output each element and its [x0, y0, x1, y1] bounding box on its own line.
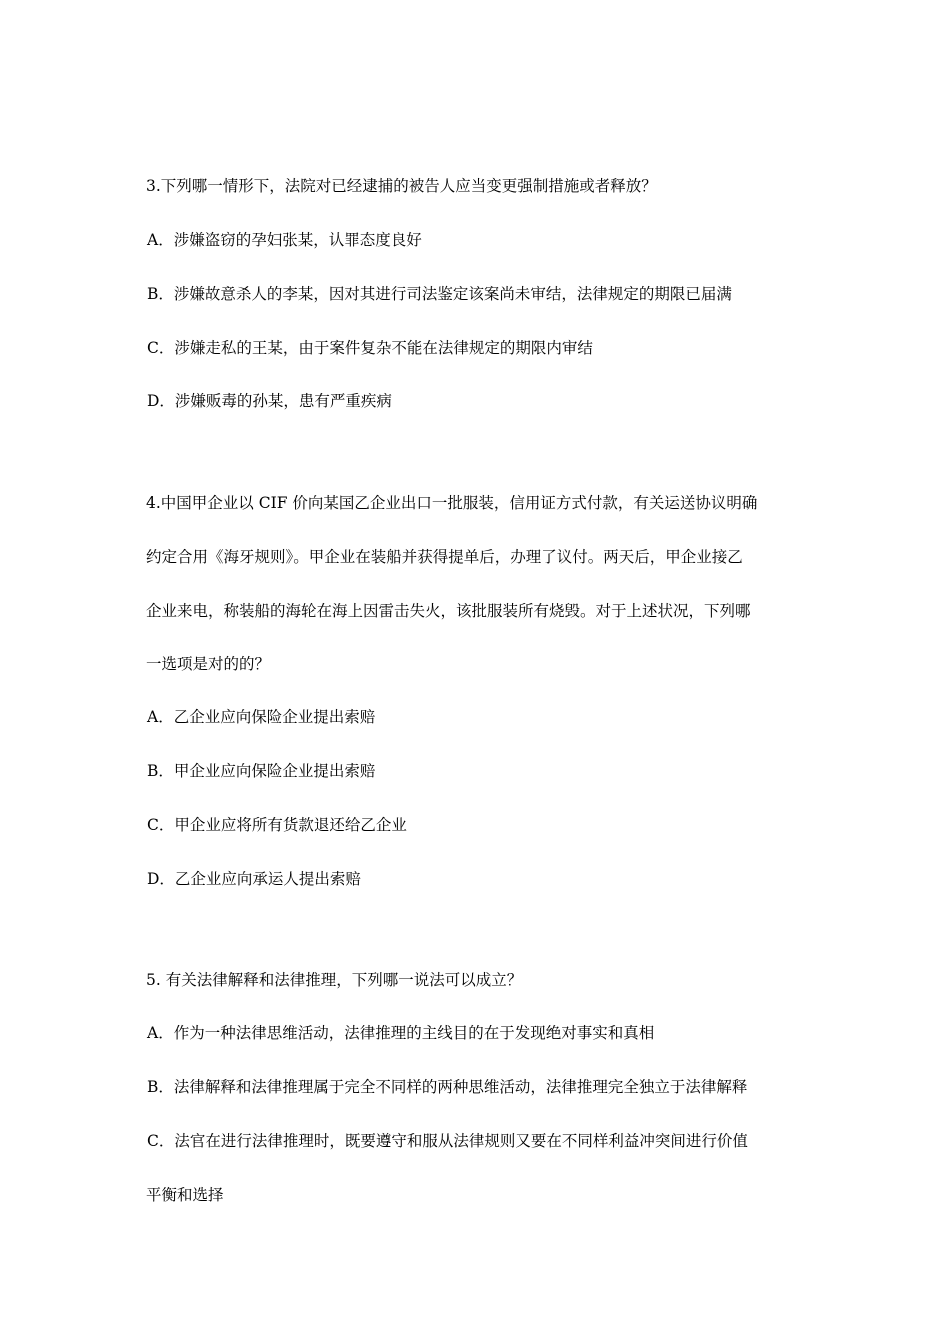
question-4-stem-line-2: 约定合用《海牙规则》。甲企业在装船并获得提单后，办理了议付。两天后，甲企业接乙 — [146, 548, 743, 566]
question-5-stem: 5. 有关法律解释和法律推理，下列哪一说法可以成立？ — [146, 971, 523, 989]
question-4-option-a: A．乙企业应向保险企业提出索赔 — [147, 708, 376, 726]
question-4-stem-line-1: 4.中国甲企业以 CIF 价向某国乙企业出口一批服装，信用证方式付款，有关运送协议明确 — [146, 494, 758, 512]
question-3-option-c: C．涉嫌走私的王某，由于案件复杂不能在法律规定的期限内审结 — [147, 339, 593, 357]
question-3-option-a: A．涉嫌盗窃的孕妇张某，认罪态度良好 — [147, 231, 422, 249]
question-3-option-b: B．涉嫌故意杀人的李某，因对其进行司法鉴定该案尚未审结，法律规定的期限已届满 — [147, 285, 732, 303]
question-4-option-b: B．甲企业应向保险企业提出索赔 — [147, 762, 376, 780]
question-4-stem-line-3: 企业来电，称装船的海轮在海上因雷击失火，该批服装所有烧毁。对于上述状况，下列哪 — [146, 602, 751, 620]
question-5-option-c-continuation: 平衡和选择 — [146, 1186, 224, 1204]
question-5-option-a: A．作为一种法律思维活动，法律推理的主线目的在于发现绝对事实和真相 — [147, 1024, 655, 1042]
question-5-option-c: C．法官在进行法律推理时，既要遵守和服从法律规则又要在不同样利益冲突间进行价值 — [147, 1132, 748, 1150]
question-3-stem: 3.下列哪一情形下，法院对已经逮捕的被告人应当变更强制措施或者释放？ — [146, 177, 657, 195]
question-4-option-c: C．甲企业应将所有货款退还给乙企业 — [147, 816, 407, 834]
question-3-option-d: D．涉嫌贩毒的孙某，患有严重疾病 — [147, 392, 392, 410]
question-5-option-b: B．法律解释和法律推理属于完全不同样的两种思维活动，法律推理完全独立于法律解释 — [147, 1078, 748, 1096]
question-4-option-d: D．乙企业应向承运人提出索赔 — [147, 870, 361, 888]
question-4-stem-line-4: 一选项是对的的？ — [146, 655, 271, 673]
